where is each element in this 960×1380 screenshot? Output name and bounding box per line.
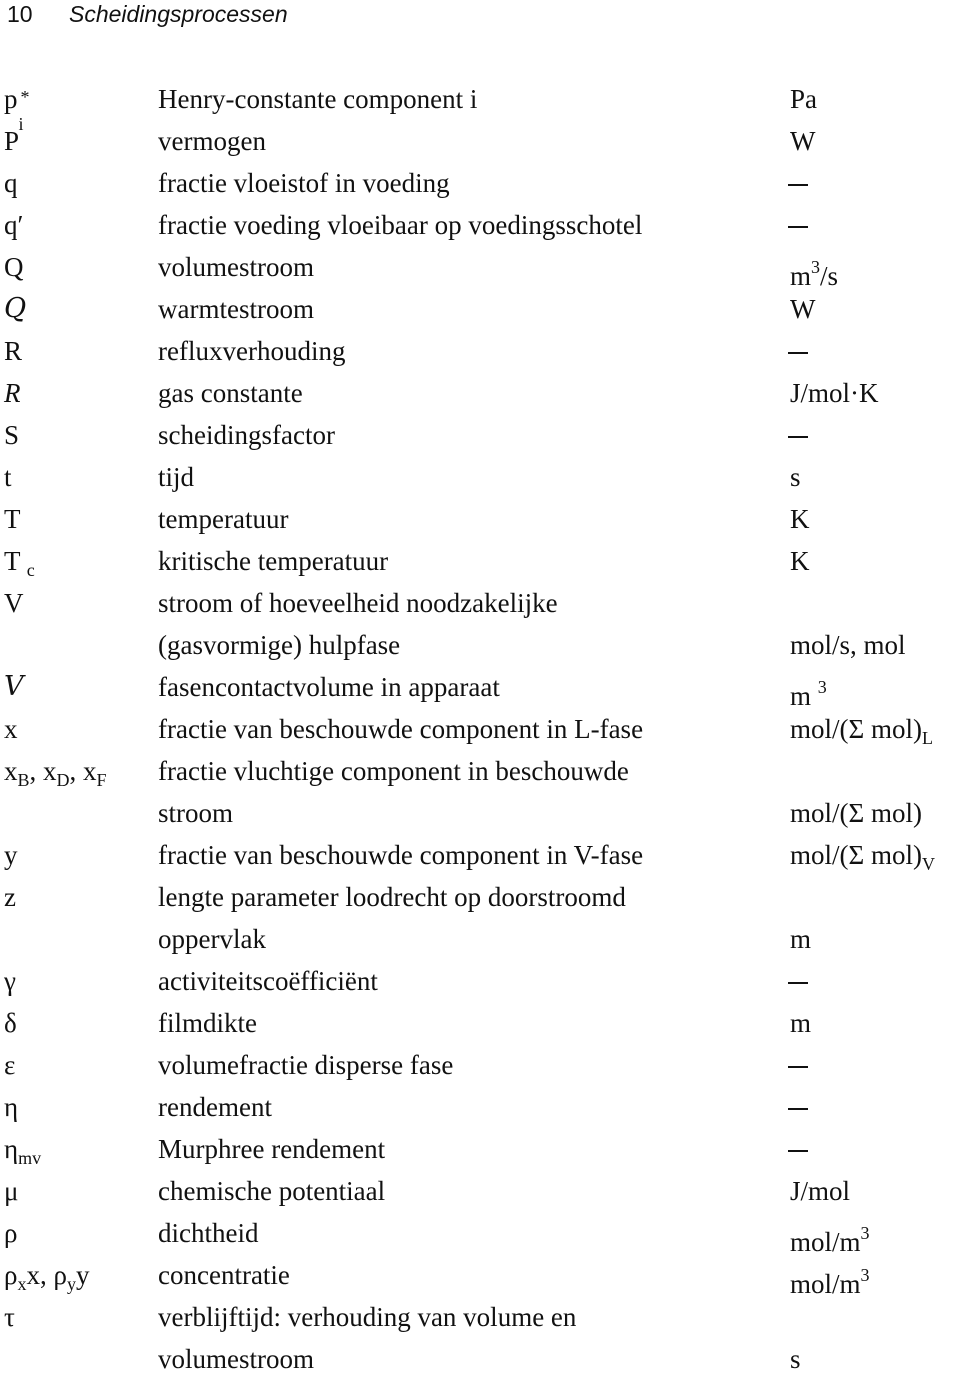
symbol-row [0,1128,960,1170]
symbol: q′ [4,210,24,240]
symbol-row [0,666,960,711]
description: kritische temperatuur [158,546,389,576]
unit: mol/(Σ mol) [790,798,922,828]
symbol: y [4,840,18,870]
symbol-row [0,1002,960,1044]
description: warmtestroom [158,294,314,324]
description: stroom of hoeveelheid noodzakelijke [158,588,558,618]
symbol: V [4,671,24,702]
symbol-row [0,960,960,1002]
description: activiteitscoëfficiënt [158,966,378,996]
symbol-row-continuation [0,792,960,834]
symbol: z [4,882,16,912]
unit-dash [788,162,808,204]
symbol-row [0,1212,960,1257]
unit-dash [788,1044,808,1086]
unit-dash [788,1128,808,1170]
description: volumestroom [158,252,314,282]
symbol: ρ [4,1218,18,1248]
unit-dash [788,414,808,456]
description: fractie vloeistof in voeding [158,168,450,198]
symbol-row [0,498,960,540]
symbol-row [0,1044,960,1086]
symbol: R [4,336,23,366]
symbol: $\eta_{mv}$ [4,1134,42,1168]
symbol: V [4,588,24,618]
description: oppervlak [158,924,266,954]
unit: mol/s, mol [790,630,906,660]
description: temperatuur [158,504,289,534]
symbol-row [0,1170,960,1212]
unit: K [790,504,810,534]
description: lengte parameter loodrecht op doorstroomd [158,882,626,912]
unit: s [790,1344,801,1374]
description: fractie voeding vloeibaar op voedingsschotel [158,210,643,240]
description: fractie van beschouwde component in V-fase [158,840,644,870]
page-header [7,0,288,28]
description: fractie van beschouwde component in L-fase [158,714,644,744]
description: fasencontactvolume in apparaat [158,672,500,702]
symbol: R [4,378,21,408]
symbol-row [0,414,960,456]
symbol-row [0,750,960,792]
symbol-row [0,1254,960,1299]
unit: K [790,546,810,576]
description: scheidingsfactor [158,420,335,450]
symbol: $\rho_xx$, $\rho_yy$ [4,1260,90,1294]
unit: mol/$m^3$ [790,1265,870,1299]
unit: mol/(Σ $mol)_L$ [790,714,933,748]
symbol: μ [4,1176,19,1206]
symbol-row-continuation [0,918,960,960]
symbol: p i * [4,84,30,134]
symbol: S [4,420,20,450]
unit: Pa [790,84,817,114]
symbol-row [0,204,960,246]
symbol: ε [4,1050,16,1080]
unit: W [790,294,816,324]
symbol-row [0,456,960,498]
symbol-row [0,78,960,134]
description: Murphree rendement [158,1134,386,1164]
description: tijd [158,462,195,492]
description: fractie vluchtige component in beschouwde [158,756,629,786]
unit: mol/$m^3$ [790,1223,870,1257]
unit: s [790,462,801,492]
description: volumefractie disperse fase [158,1050,454,1080]
unit-dash [788,1086,808,1128]
symbol: x [4,714,18,744]
symbol-row [0,288,960,330]
symbol-row [0,708,960,750]
description: (gasvormige) hulpfase [158,630,401,660]
unit: m [790,1008,812,1038]
page-number: 10 [7,1,33,27]
description: stroom [158,798,234,828]
description: Henry-constante component i [158,84,478,114]
symbol: γ [4,966,16,996]
unit: m [790,924,812,954]
symbol-row [0,372,960,414]
symbol: t [4,462,12,492]
description: rendement [158,1092,272,1122]
symbol-row-continuation [0,1338,960,1380]
symbol: Q [4,293,27,324]
symbol: Q [4,252,24,282]
unit-dash [788,204,808,246]
symbol-row [0,540,960,582]
unit: W [790,126,816,156]
symbol: δ [4,1008,17,1038]
symbol: T $_c$ [4,546,35,580]
symbol: P [4,126,20,156]
description: concentratie [158,1260,290,1290]
symbol-row [0,330,960,372]
description: gas constante [158,378,303,408]
symbol-row [0,834,960,876]
symbol: T [4,504,21,534]
symbol-list [0,78,960,1380]
symbol-row [0,582,960,624]
description: dichtheid [158,1218,259,1248]
symbol-row [0,1086,960,1128]
description: refluxverhouding [158,336,346,366]
symbol-row [0,246,960,291]
unit-dash [788,960,808,1002]
unit-dash [788,330,808,372]
unit: mol/(Σ $mol)_V$ [790,840,935,874]
unit: J/mol [790,1176,851,1206]
chapter-title: Scheidingsprocessen [69,1,288,27]
symbol-row [0,1296,960,1338]
symbol: η [4,1092,19,1122]
description: volumestroom [158,1344,314,1374]
description: chemische potentiaal [158,1176,386,1206]
unit: $m^3/s$ [790,257,839,291]
symbol: q [4,168,18,198]
unit: J/mol·K [790,378,879,408]
description: vermogen [158,126,266,156]
symbol-row [0,876,960,918]
description: verblijftijd: verhouding van volume en [158,1302,577,1332]
description: filmdikte [158,1008,257,1038]
unit: m $^3$ [790,677,827,711]
symbol-row-continuation [0,624,960,666]
symbol: $x_B$, $x_D$, $x_F$ [4,756,107,790]
symbol-row [0,120,960,162]
symbol: τ [4,1302,15,1332]
symbol-row [0,162,960,204]
